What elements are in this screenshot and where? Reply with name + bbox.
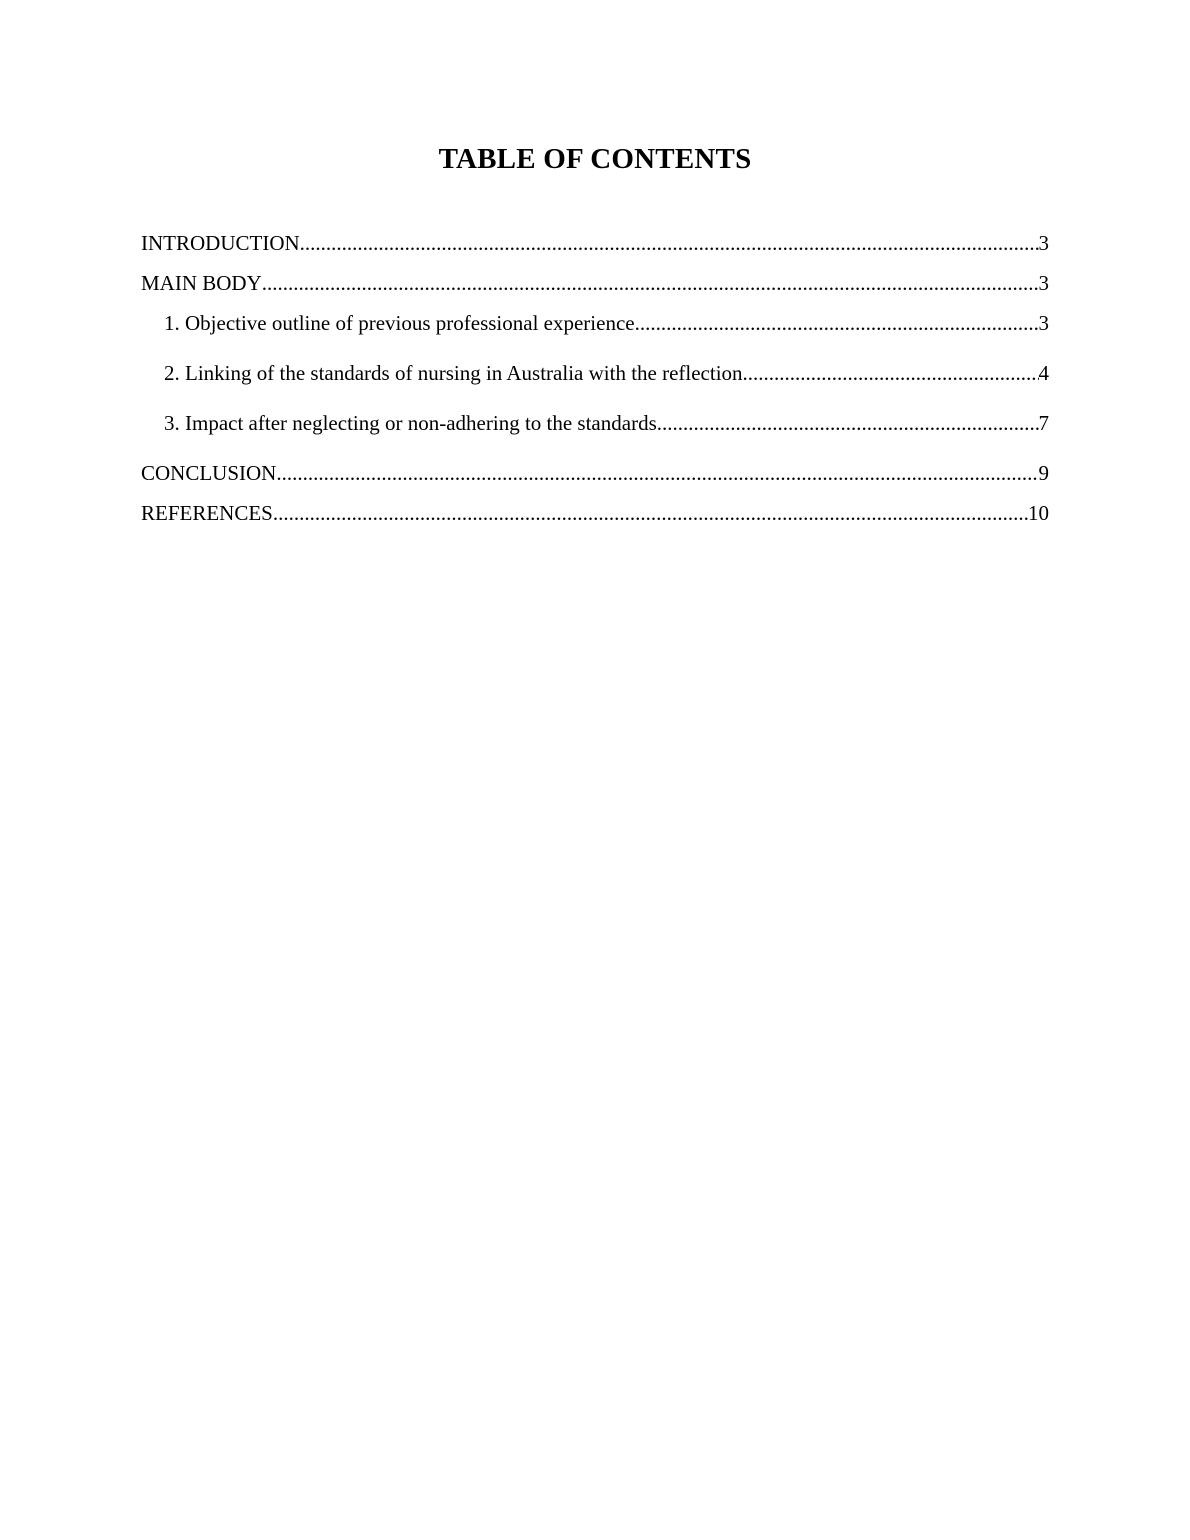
toc-entry-page: 4 bbox=[1038, 361, 1049, 385]
toc-entry-page: 7 bbox=[1038, 411, 1049, 435]
toc-entry-linking-standards[interactable] bbox=[141, 360, 1049, 386]
toc-entry-label: REFERENCES bbox=[141, 501, 273, 525]
toc-entry-label: MAIN BODY bbox=[141, 271, 262, 295]
toc-entry-page: 9 bbox=[1038, 461, 1049, 485]
toc-list bbox=[141, 230, 1049, 540]
toc-entry-label: CONCLUSION bbox=[141, 461, 277, 485]
toc-entry-label: 1. Objective outline of previous professional experience bbox=[164, 311, 635, 335]
toc-entry-page: 3 bbox=[1038, 311, 1049, 335]
toc-entry-label: 3. Impact after neglecting or non-adhering to the standards bbox=[164, 411, 657, 435]
toc-entry-page: 3 bbox=[1038, 271, 1049, 295]
toc-entry-objective-outline[interactable] bbox=[141, 310, 1049, 336]
dot-leader bbox=[743, 360, 1039, 386]
toc-entry-label: 2. Linking of the standards of nursing in Australia with the reflection bbox=[164, 361, 743, 385]
dot-leader bbox=[635, 310, 1039, 336]
toc-entry-page: 10 bbox=[1028, 501, 1049, 525]
dot-leader bbox=[657, 410, 1039, 436]
toc-entry-conclusion[interactable] bbox=[141, 460, 1049, 486]
dot-leader bbox=[262, 270, 1039, 296]
toc-entry-page: 3 bbox=[1038, 231, 1049, 255]
toc-entry-references[interactable] bbox=[141, 500, 1049, 526]
toc-entry-introduction[interactable] bbox=[141, 230, 1049, 256]
toc-entry-main-body[interactable] bbox=[141, 270, 1049, 296]
dot-leader bbox=[273, 500, 1028, 526]
dot-leader bbox=[300, 230, 1039, 256]
toc-entry-impact-neglecting[interactable] bbox=[141, 410, 1049, 436]
toc-entry-label: INTRODUCTION bbox=[141, 231, 300, 255]
toc-title: TABLE OF CONTENTS bbox=[438, 143, 752, 175]
dot-leader bbox=[276, 460, 1038, 486]
